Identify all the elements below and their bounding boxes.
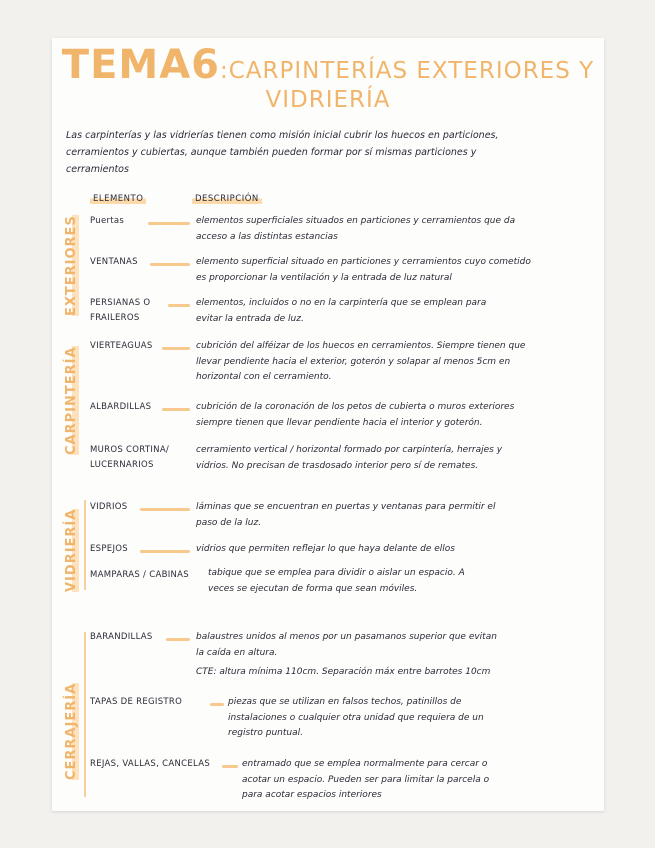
desc-line: es proporcionar la ventilación y la entrada de luz natural <box>196 272 452 283</box>
desc-albardillas <box>196 400 596 431</box>
term-line: LUCERNARIOS <box>90 460 154 470</box>
term-persianas <box>90 296 185 326</box>
desc-line: siempre tienen que llevar pendiente hacia el interior y goterón. <box>196 417 483 428</box>
term-line: MUROS CORTINA/ <box>90 445 170 455</box>
desc-line: tabique que se emplea para dividir o aislar un espacio. A <box>208 568 465 578</box>
section-label-vidrieria: VIDRIERÍA <box>64 508 79 592</box>
desc-tapas-registro <box>228 695 596 742</box>
desc-vierteaguas <box>196 339 596 386</box>
term-mamparas <box>90 568 205 583</box>
term-line: MAMPARAS / CABINAS <box>90 570 189 580</box>
section-label-cerrajeria: CERRAJERÍA <box>64 682 79 780</box>
desc-line: láminas que se encuentran en puertas y ventanas para permitir el <box>196 502 496 512</box>
connector-dash <box>150 263 190 266</box>
desc-line: paso de la luz. <box>196 517 262 528</box>
term-line: FRAILEROS <box>90 313 140 323</box>
title-line2: VIDRIERÍA <box>265 87 391 113</box>
title-main: CARPINTERÍAS EXTERIORES Y <box>228 58 595 84</box>
section-label-exteriores: EXTERIORES <box>64 215 79 316</box>
term-line: VIDRIOS <box>90 502 128 512</box>
cerrajeria-bracket <box>84 632 90 797</box>
title-colon: : <box>220 58 229 84</box>
desc-persianas <box>196 296 596 327</box>
term-tapas-registro <box>90 695 210 710</box>
desc-ventanas <box>196 255 596 286</box>
term-line: ALBARDILLAS <box>90 402 152 412</box>
desc-line: vidrios que permiten reflejar lo que haya delante de ellos <box>196 544 455 554</box>
intro-line: Las carpinterías y las vidrierías tienen como misión inicial cubrir los huecos en particiones, <box>66 130 499 141</box>
desc-line: piezas que se utilizan en falsos techos, patinillos de <box>228 697 462 707</box>
desc-muros-cortina <box>196 443 596 474</box>
term-rejas-vallas-cancelas <box>90 757 225 772</box>
connector-dash <box>210 703 224 706</box>
desc-line: acotar un espacio. Pueden ser para limitar la parcela o <box>242 774 490 785</box>
term-line: BARANDILLAS <box>90 632 153 642</box>
connector-dash <box>166 638 190 641</box>
desc-line: balaustres unidos al menos por un pasamanos superior que evitan <box>196 632 497 642</box>
term-line: Puertas <box>90 216 125 226</box>
title-tema: TEMA6 <box>61 42 220 88</box>
header-description: DESCRIPCIÓN <box>192 194 262 204</box>
connector-dash <box>162 408 190 411</box>
term-line: VENTANAS <box>90 257 138 267</box>
term-line: REJAS, VALLAS, CANCELAS <box>90 759 211 769</box>
section-label-carpinteria: CARPINTERÍA <box>64 346 79 455</box>
desc-line: horizontal con el cerramiento. <box>196 372 332 382</box>
desc-line: CTE: altura mínima 110cm. Separación máx entre barrotes 10cm <box>196 667 491 677</box>
header-element: ELEMENTO <box>90 194 146 204</box>
desc-line: elementos superficiales situados en particiones y cerramientos que da <box>196 216 516 226</box>
desc-line: evitar la entrada de luz. <box>196 313 304 324</box>
desc-puertas <box>196 214 596 245</box>
desc-barandillas <box>196 630 596 681</box>
desc-line: registro puntual. <box>228 728 303 738</box>
intro-paragraph <box>66 127 586 178</box>
desc-vidrios <box>196 500 596 531</box>
term-muros-cortina <box>90 443 185 473</box>
desc-line: cubrición del alféizar de los huecos en cerramientos. Siempre tienen que <box>196 341 526 351</box>
desc-line: veces se ejecutan de forma que sean móviles. <box>208 583 418 594</box>
intro-line: cerramientos y cubiertas, aunque también pueden formar por sí mismas particiones y <box>66 147 477 158</box>
desc-line: vidrios. No precisan de trasdosado interior pero sí de remates. <box>196 460 479 471</box>
desc-rejas-vallas-cancelas <box>242 757 596 804</box>
connector-dash <box>162 347 190 350</box>
desc-line: cubrición de la coronación de los petos de cubierta o muros exteriores <box>196 402 515 412</box>
desc-line: llevar pendiente hacia el exterior, goterón y solapar al menos 5cm en <box>196 356 511 367</box>
desc-line: instalaciones o cualquier otra unidad que requiera de un <box>228 712 484 723</box>
term-line: VIERTEAGUAS <box>90 341 153 351</box>
desc-espejos <box>196 542 596 558</box>
term-line: PERSIANAS O <box>90 298 151 308</box>
connector-dash <box>222 765 238 768</box>
term-line: TAPAS DE REGISTRO <box>90 697 183 707</box>
connector-dash <box>168 304 190 307</box>
desc-mamparas <box>208 566 598 597</box>
page-title <box>58 44 598 112</box>
desc-line: la caída en altura. <box>196 647 278 658</box>
connector-dash <box>148 222 190 225</box>
desc-line: elementos, incluidos o no en la carpintería que se emplean para <box>196 298 487 308</box>
connector-dash <box>140 550 190 553</box>
desc-line: para acotar espacios interiores <box>242 790 382 800</box>
desc-line: elemento superficial situado en particiones y cerramientos cuyo cometido <box>196 257 531 267</box>
desc-line: cerramiento vertical / horizontal formado por carpintería, herrajes y <box>196 445 503 455</box>
connector-dash <box>140 508 190 511</box>
term-line: ESPEJOS <box>90 544 128 554</box>
intro-line: cerramientos <box>66 164 129 175</box>
desc-line: acceso a las distintas estancias <box>196 231 338 242</box>
desc-line: entramado que se emplea normalmente para cercar o <box>242 759 488 769</box>
